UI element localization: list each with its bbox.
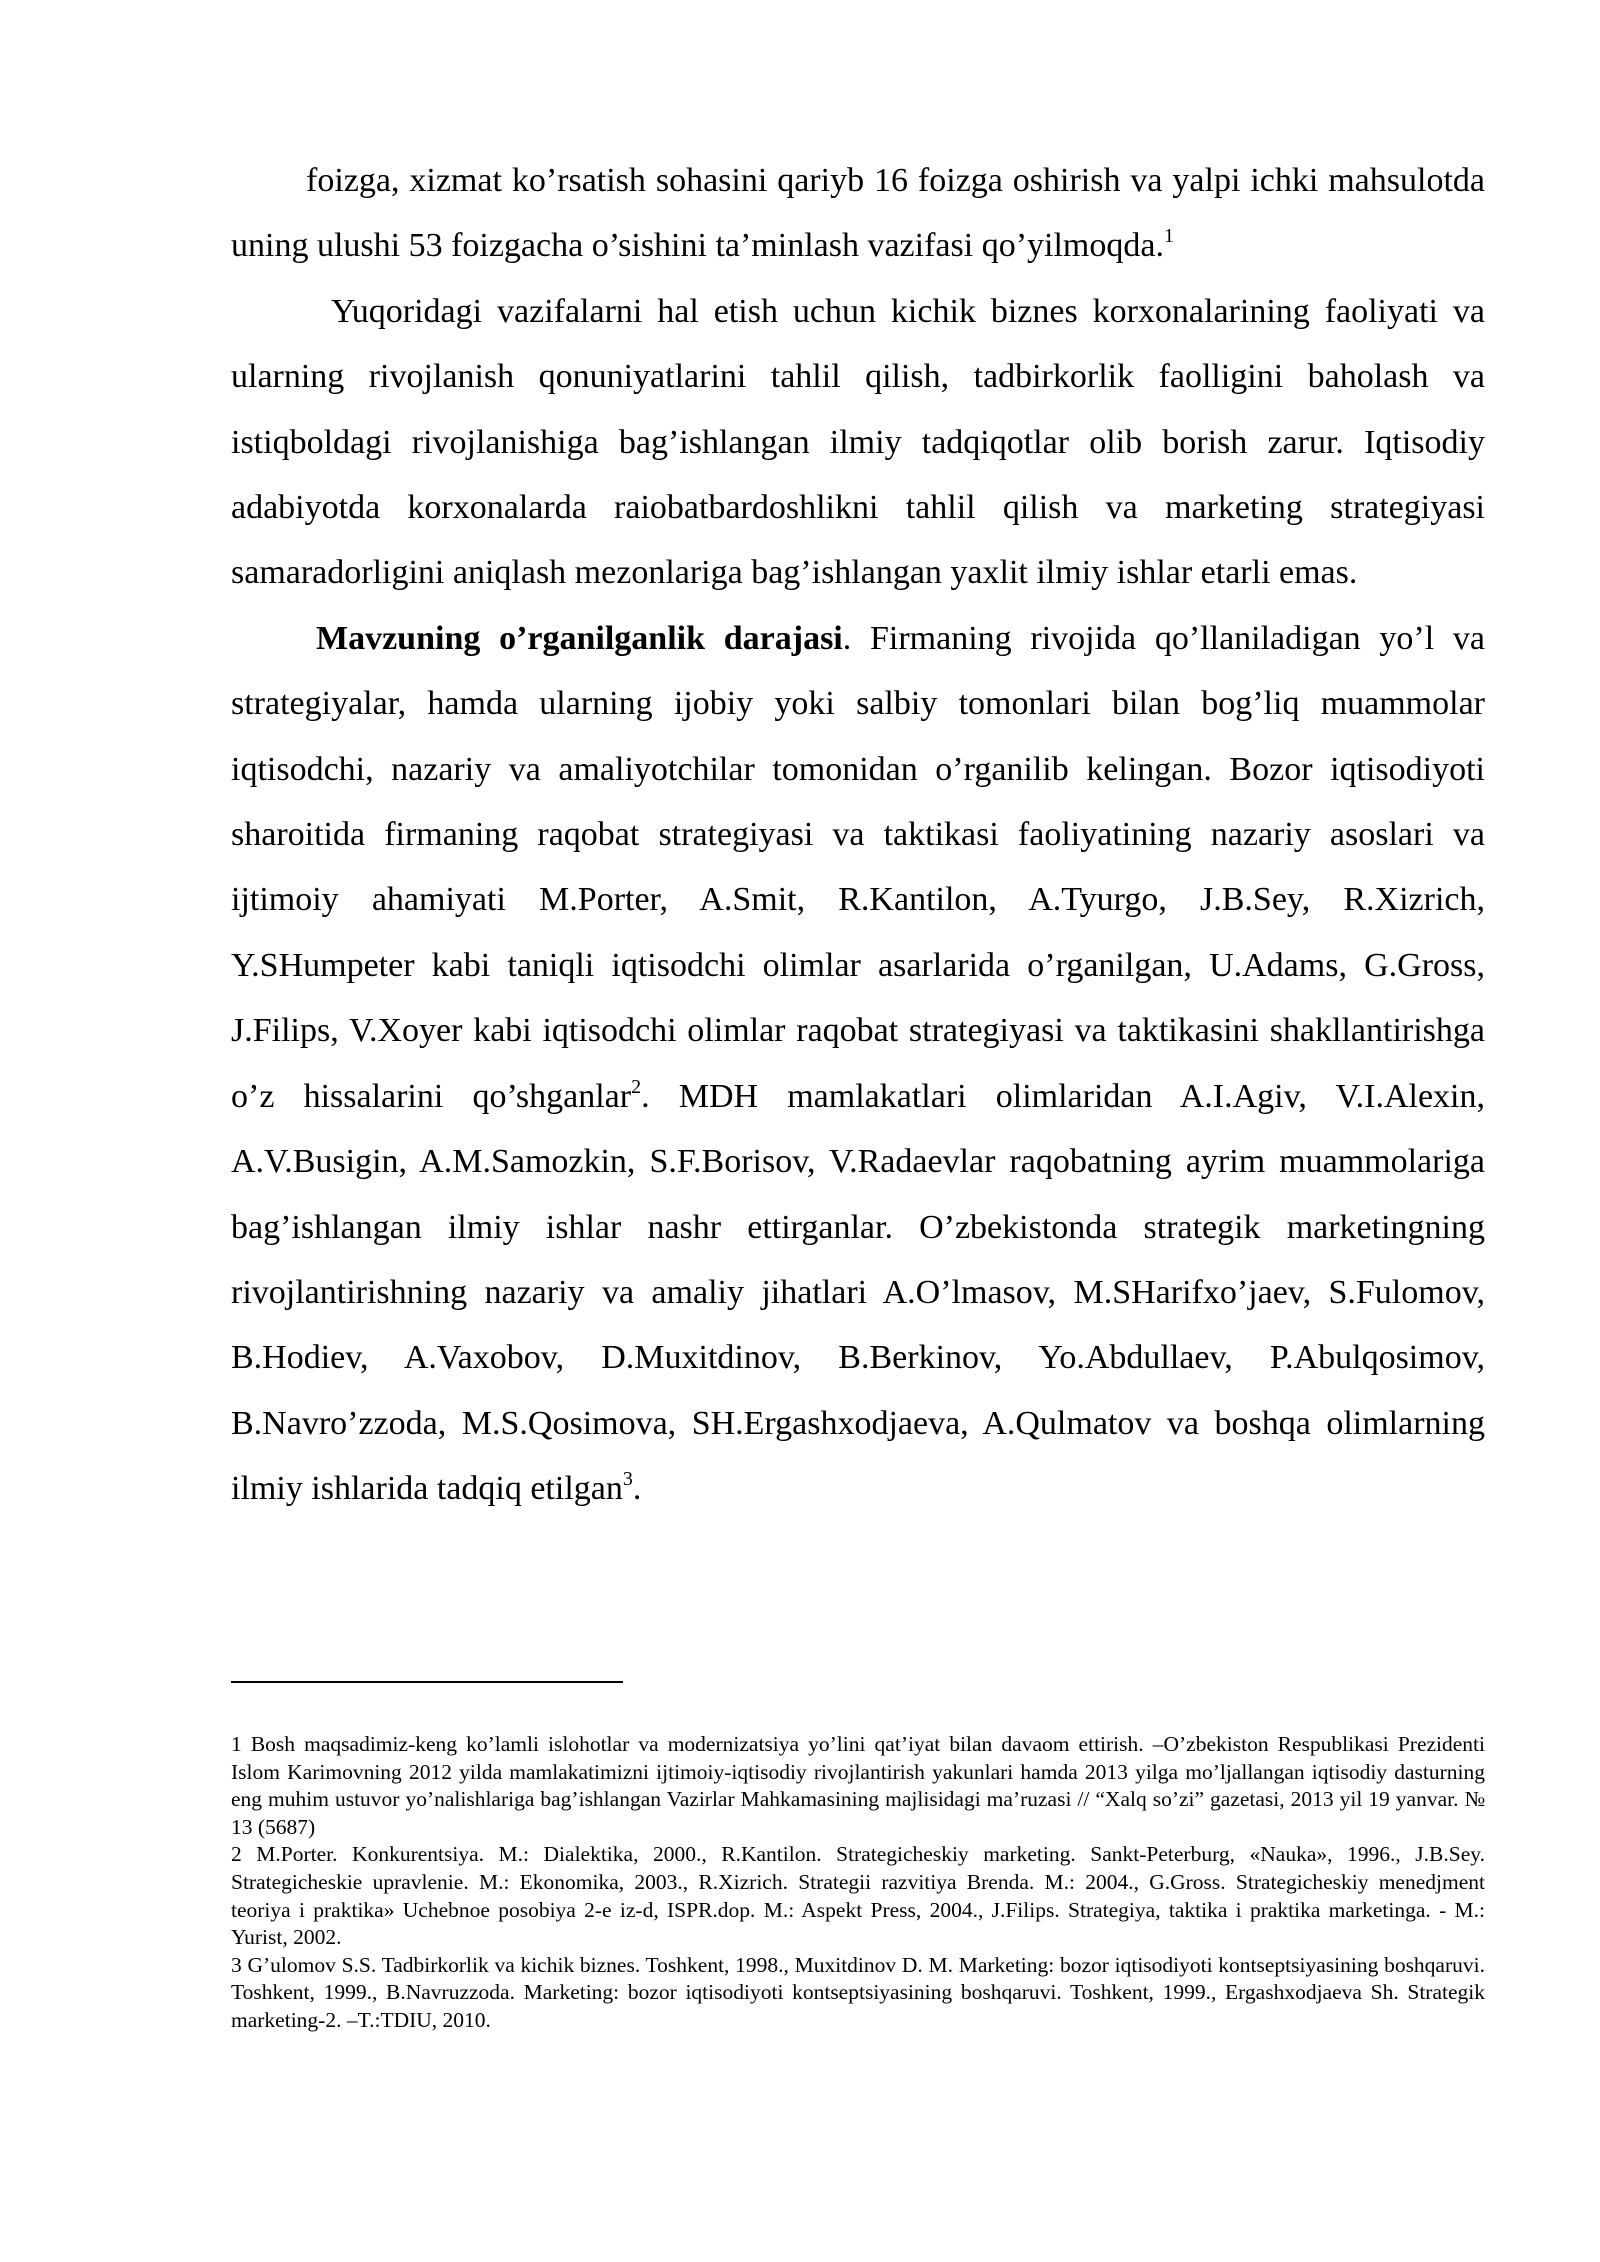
footnote-ref-1: 1	[1163, 225, 1174, 248]
body-text	[231, 148, 1485, 1522]
footnote-3: 3 G’ulomov S.S. Tadbirkorlik va kichik biznes. Toshkent, 1998., Muxitdinov D. M. Marketing: bozor iqtisodiyoti kontseptsiyasining boshqaruvi. Toshkent, 1999., B.Navruzzoda. Marketing: bozor iqtisodiyoti kontseptsiyasining boshqaruvi. Toshkent, 1999., Ergashxodjaeva Sh. Strategik marketing-2. –T.:TDIU, 2010.	[231, 1952, 1485, 2032]
footnote-ref-2: 2	[631, 1075, 642, 1098]
footnote-1: 1 Bosh maqsadimiz-keng ko’lamli islohotlar va modernizatsiya yo’lini qat’iyat bilan davaom ettirish. –O’zbekiston Respublikasi Prezidenti Islom Karimovning 2012 yilda mamlakatimizni ijtimoiy-iqtisodiy rivojlantirish yakunlari hamda 2013 yilga mo’ljallangan iqtisodiy dasturning eng muhim ustuvor yo’nalishlariga bag’ishlangan Vazirlar Mahkamasining majlisidagi ma’ruzasi // “Xalq so’zi” gazetasi, 2013 yil 19 yanvar. № 13 (5687)	[231, 1732, 1485, 1839]
paragraph-3-text-a: . Firmaning rivojida qo’llaniladigan yo’l va strategiyalar, hamda ularning ijobiy yoki salbiy tomonlari bilan bog’liq muammolar iqtisodchi, nazariy va amaliyotchilar tomonidan o’rganilib kelingan. Bozor iqtisodiyoti sharoitida firmaning raqobat strategiyasi va taktikasi faoliyatining nazariy asoslari va ijtimoiy ahamiyati M.Porter, A.Smit, R.Kantilon, A.Tyurgo, J.B.Sey, R.Xizrich, Y.SHumpeter kabi taniqli iqtisodchi olimlar asarlarida o’rganilgan, U.Adams, G.Gross, J.Filips, V.Xoyer kabi iqtisodchi olimlar raqobat strategiyasi va taktikasini shakllantirishga o’z hissalarini qo’shganlar	[231, 619, 1485, 1115]
paragraph-1	[231, 148, 1485, 279]
footnote-ref-3: 3	[622, 1468, 633, 1491]
paragraph-3	[231, 606, 1485, 1522]
footnote-2: 2 M.Porter. Konkurentsiya. M.: Dialektika, 2000., R.Kantilon. Strategicheskiy marketing. Sankt-Peterburg, «Nauka», 1996., J.B.Sey. Strategicheskie upravlenie. M.: Ekonomika, 2003., R.Xizrich. Strategii razvitiya Brenda. M.: 2004., G.Gross. Strategicheskiy menedjment teoriya i praktika» Uchebnoe posobiya 2-e iz-d, ISPR.dop. M.: Aspekt Press, 2004., J.Filips. Strategiya, taktika i praktika marketinga. - M.: Yurist, 2002.	[231, 1842, 1485, 1950]
paragraph-1-text: foizga, xizmat ko’rsatish sohasini qariyb 16 foizga oshirish va yalpi ichki mahsulotda uning ulushi 53 foizgacha o’sishini ta’minlash vazifasi qo’yilmoqda.	[231, 162, 1485, 265]
paragraph-2	[231, 279, 1485, 606]
section-lead-heading: Mavzuning o’rganilganlik darajasi	[316, 619, 843, 657]
footnotes	[231, 1731, 1485, 2035]
footnote-separator	[231, 1681, 623, 1683]
paragraph-2-text: Yuqoridagi vazifalarni hal etish uchun kichik biznes korxonalarining faoliyati va ularning rivojlanish qonuniyatlarini tahlil qilish, tadbirkorlik faolligini baholash va istiqboldagi rivojlanishiga bag’ishlangan ilmiy tadqiqotlar olib borish zarur. Iqtisodiy adabiyotda korxonalarda raiobatbardoshlikni tahlil qilish va marketing strategiyasi samaradorligini aniqlash mezonlariga bag’ishlangan yaxlit ilmiy ishlar etarli emas.	[231, 292, 1485, 592]
paragraph-3-text-c: .	[632, 1470, 642, 1508]
paragraph-3-text-b: . MDH mamlakatlari olimlaridan A.I.Agiv, V.I.Alexin, A.V.Busigin, A.M.Samozkin, S.F.Borisov, V.Radaevlar raqobatning ayrim muammolariga bag’ishlangan ilmiy ishlar nashr ettirganlar. O’zbekistonda strategik marketingning rivojlantirishning nazariy va amaliy jihatlari A.O’lmasov, M.SHarifxo’jaev, S.Fulomov, B.Hodiev, A.Vaxobov, D.Muxitdinov, B.Berkinov, Yo.Abdullaev, P.Abulqosimov, B.Navro’zzoda, M.S.Qosimova, SH.Ergashxodjaeva, A.Qulmatov va boshqa olimlarning ilmiy ishlarida tadqiq etilgan	[231, 1077, 1485, 1508]
